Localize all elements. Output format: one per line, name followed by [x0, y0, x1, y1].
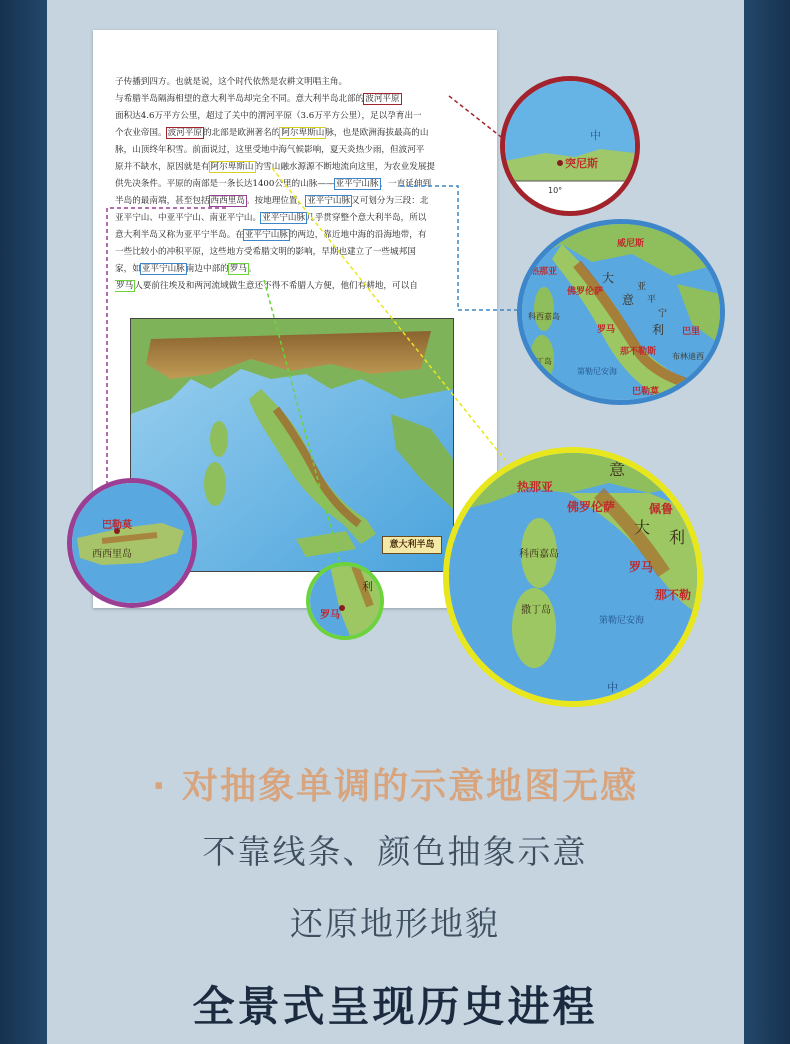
venice-label: 威尼斯 [617, 239, 645, 249]
li-label: 利 [652, 323, 665, 337]
genoa-label: 热那亚 [530, 267, 558, 277]
book-line: 罗马人要前往埃及和两河流域做生意还不得不希腊人方便，他们有耕地，可以自 [116, 281, 418, 291]
book-line: 亚平宁山、中亚平宁山、南亚平宁山。亚平宁山脉几乎贯穿整个意大利半岛，所以 [115, 213, 427, 223]
highlight-apennines: 亚平宁山脉 [262, 213, 306, 223]
tyrrhenian-label: 第勒尼安海 [577, 367, 617, 376]
yi-label: 意 [609, 460, 626, 479]
zoom-circle-tunis [500, 76, 640, 216]
rome-label: 罗马 [629, 560, 654, 574]
headline: 全景式呈现历史进程 [192, 982, 598, 1031]
li-label: 利 [669, 528, 686, 547]
da-label: 大 [634, 518, 651, 537]
feature-line-1: 不靠线条、颜色抽象示意 [202, 832, 588, 871]
book-line: 面积达4.6万平方公里，超过了关中的渭河平原（3.6万平方公里），足以孕育出一 [115, 111, 422, 121]
highlight-sicily: 西西里岛 [210, 196, 245, 206]
book-line: 原并不缺水，原因就是有阿尔卑斯山的雪山融水源源不断地流向这里，为农业发展提 [115, 162, 436, 172]
feature-line-2: 还原地形地貌 [290, 904, 500, 943]
highlight-po_plain: 波河平原 [365, 94, 400, 104]
highlight-rome: 罗马 [116, 281, 134, 291]
zoom-circle-tyrrhenian [443, 447, 703, 707]
naples-label: 那不勒斯 [620, 347, 657, 357]
highlight-apennines: 亚平宁山脉 [141, 264, 185, 274]
highlight-alps: 阿尔卑斯山 [281, 128, 325, 138]
book-line: 脉，山顶终年积雪。前面说过，这里受地中海气候影响，夏天炎热少雨，但波河平 [115, 145, 425, 155]
florence-label: 佛罗伦萨 [567, 500, 616, 514]
bari-label: 巴里 [682, 327, 701, 337]
florence-label: 佛罗伦萨 [567, 287, 604, 297]
rome-label: 罗马 [320, 610, 340, 621]
highlight-po_plain: 波河平原 [167, 128, 202, 138]
rome-label: 罗马 [597, 325, 616, 335]
palermo-label: 巴勒莫 [102, 520, 132, 531]
perugia-label: 佩鲁 [649, 502, 674, 516]
book-line: 供先决条件。平原的南部是一条长达1400公里的山脉——亚平宁山脉，一直延伸到 [115, 179, 432, 189]
highlight-apennines: 亚平宁山脉 [307, 196, 351, 206]
ya-label: 亚 [637, 282, 647, 292]
brindisi-label: 布林迪西 [672, 352, 704, 361]
highlight-apennines: 亚平宁山脉 [335, 179, 379, 189]
map-title-box: 意大利半岛 [382, 536, 442, 554]
da-label: 大 [602, 271, 615, 285]
book-line: 子传播到四方。也就是说，这个时代依然是农耕文明唱主角。 [115, 77, 348, 87]
sea-label: 中 [590, 129, 601, 142]
corsica-label: 科西嘉岛 [528, 312, 560, 321]
yi-label: 意 [622, 293, 635, 307]
genoa-label: 热那亚 [517, 480, 554, 494]
zoom-circle-apennine [517, 219, 725, 405]
book-line: 意大利半岛又称为亚平宁半岛。在亚平宁山脉的两边，靠近地中海的沿海地带，有 [115, 230, 427, 240]
sardinia-label: 撒丁岛 [528, 357, 552, 366]
naples-label: 那不勒 [655, 588, 692, 602]
li-label: 利 [362, 580, 373, 593]
longitude-label: 10° [548, 186, 563, 195]
zhong-label: 中 [607, 681, 618, 694]
corsica-label: 科西嘉岛 [519, 549, 559, 560]
zoom-circle-sicily [67, 478, 197, 608]
book-line: 家，如亚平宁山脉南边中部的罗马。 [115, 264, 257, 274]
book-line: 个农业帝国。波河平原的北部是欧洲著名的阿尔卑斯山脉，也是欧洲海拔最高的山 [115, 128, 429, 138]
feature-bullet: · 对抽象单调的示意地图无感 [151, 766, 639, 807]
sicily-label: 西西里岛 [92, 549, 132, 560]
highlight-alps: 阿尔卑斯山 [210, 162, 254, 172]
ping-label: 平 [647, 295, 657, 305]
book-line: 与希腊半岛隔海相望的意大利半岛却完全不同。意大利半岛北部的波河平原 [115, 94, 400, 104]
zoom-circle-rome [306, 562, 384, 640]
tunis-label: 突尼斯 [565, 157, 598, 170]
sardinia-label: 撒丁岛 [521, 605, 551, 616]
tyrrhenian-label: 第勒尼安海 [599, 616, 645, 626]
highlight-apennines: 亚平宁山脉 [244, 230, 288, 240]
ning-label: 宁 [658, 309, 668, 319]
book-line: 半岛的最南端，甚至包括西西里岛。按地理位置，亚平宁山脉又可划分为三段：北 [115, 196, 429, 206]
book-line: 一些比较小的冲积平原，这些地方受希腊文明的影响，早期也建立了一些城邦国 [115, 247, 416, 257]
highlight-rome: 罗马 [229, 264, 247, 274]
palermo-label: 巴勒莫 [632, 387, 660, 397]
